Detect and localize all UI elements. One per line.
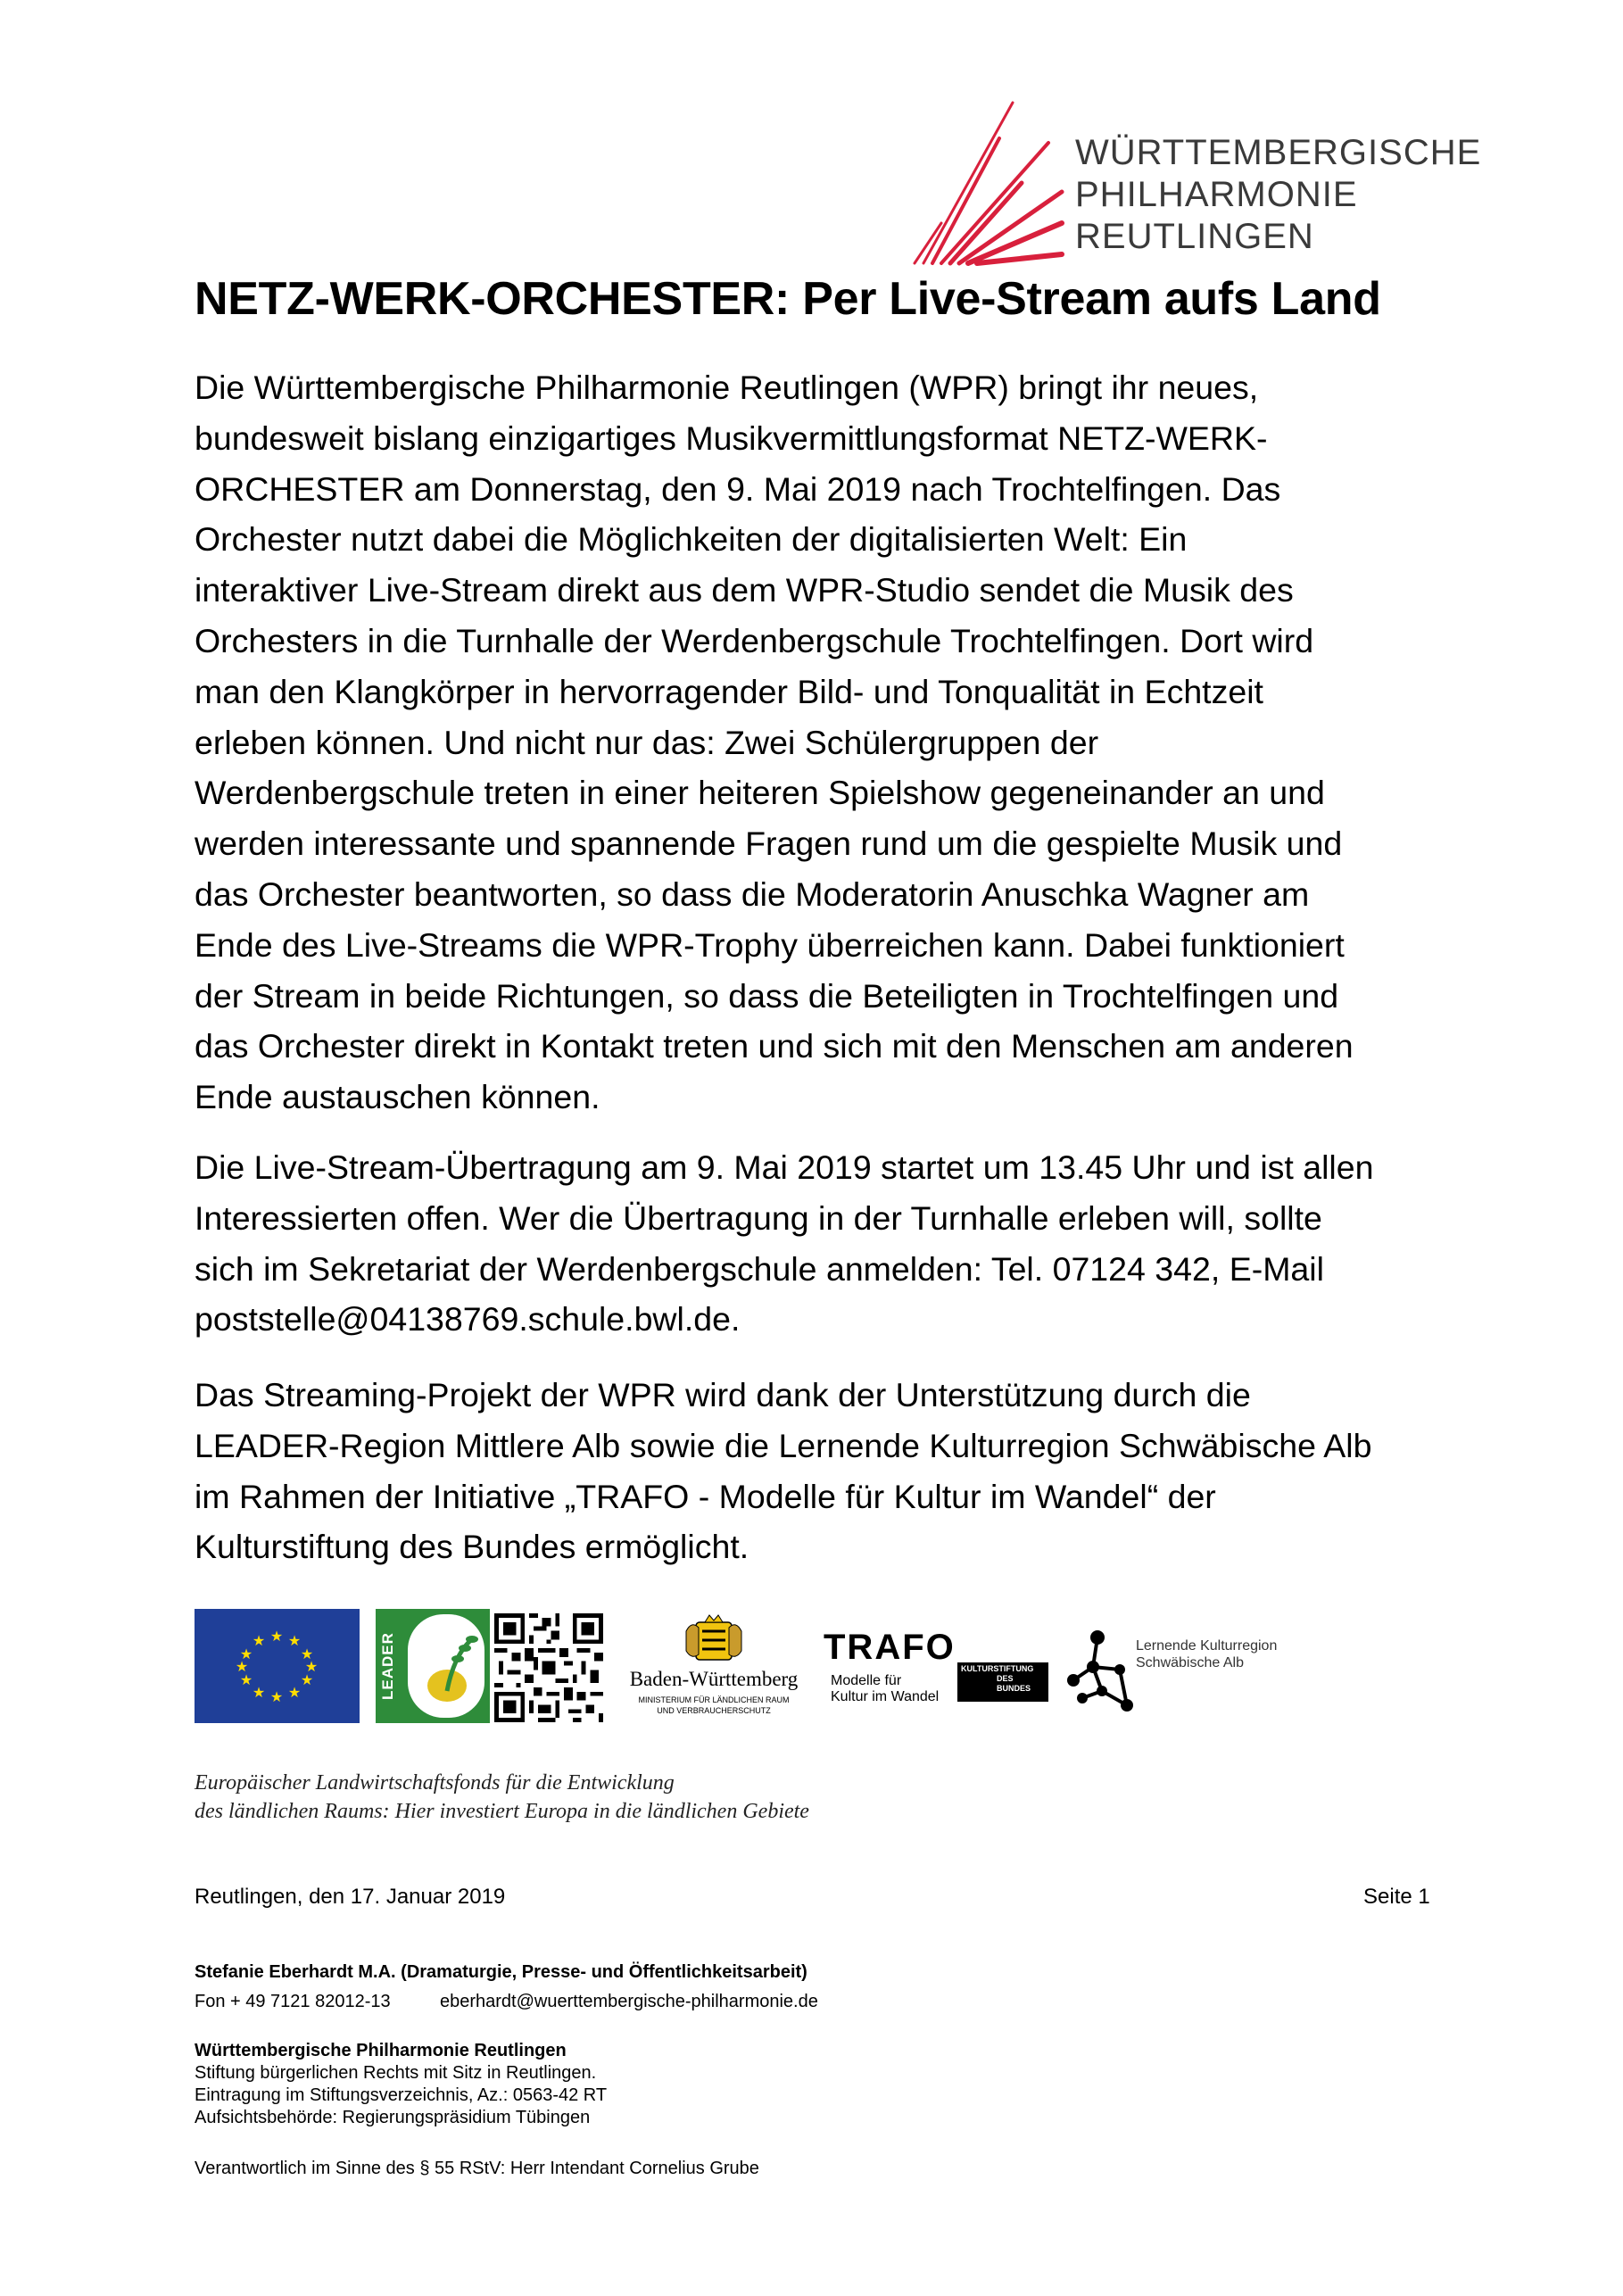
- logo-line-2: PHILHARMONIE: [1075, 175, 1358, 214]
- paragraph-line: Ende des Live-Streams die WPR-Trophy überreichen kann. Dabei funktioniert: [195, 925, 1345, 964]
- logo-line-1: WÜRTTEMBERGISCHE: [1075, 133, 1482, 172]
- kulturstiftung-logo: [957, 1662, 1048, 1702]
- paragraph-line: sich im Sekretariat der Werdenbergschule anmelden: Tel. 07124 342, E-Mail: [195, 1249, 1324, 1288]
- svg-text:★: ★: [239, 1671, 253, 1688]
- trafo-sub-1: Modelle für: [831, 1673, 902, 1688]
- svg-text:★: ★: [300, 1645, 314, 1662]
- paragraph-line: das Orchester beantworten, so dass die Moderatorin Anuschka Wagner am: [195, 874, 1310, 913]
- paragraph-line: Das Streaming-Projekt der WPR wird dank der Unterstützung durch die: [195, 1376, 1251, 1413]
- logo-line-3: REUTLINGEN: [1075, 217, 1314, 256]
- paragraph-line: Orchester nutzt dabei die Möglichkeiten der digitalisierten Welt: Ein: [195, 520, 1188, 559]
- bw-coat-of-arms-icon: [683, 1613, 745, 1663]
- svg-text:★: ★: [252, 1632, 266, 1649]
- paragraph-line: Die Live-Stream-Übertragung am 9. Mai 2019 startet um 13.45 Uhr und ist allen: [195, 1148, 1374, 1186]
- contact-name: Stefanie Eberhardt M.A. (Dramaturgie, Presse- und Öffentlichkeitsarbeit): [195, 1962, 807, 1982]
- paragraph-line: erleben können. Und nicht nur das: Zwei Schülergruppen der: [195, 723, 1099, 761]
- paragraph-line: ORCHESTER am Donnerstag, den 9. Mai 2019 nach Trochtelfingen. Das: [195, 469, 1281, 508]
- paragraph-line: Kulturstiftung des Bundes ermöglicht.: [195, 1528, 749, 1566]
- ksb-line-1: KULTURSTIFTUNG: [961, 1664, 1034, 1673]
- paragraph-line: im Rahmen der Initiative „TRAFO - Modelle für Kultur im Wandel“ der: [195, 1477, 1216, 1515]
- svg-text:★: ★: [269, 1628, 284, 1645]
- svg-text:★: ★: [300, 1671, 314, 1688]
- leader-logo: [376, 1609, 490, 1723]
- paragraph-line: Werdenbergschule treten in einer heiteren Spielshow gegeneinander an und: [195, 774, 1325, 812]
- bw-ministry-line-1: MINISTERIUM FÜR LÄNDLICHEN RAUM: [638, 1695, 790, 1704]
- wpr-rays-icon: [888, 89, 1066, 268]
- org-name: Württembergische Philharmonie Reutlingen: [195, 2041, 567, 2060]
- paragraph-line: interaktiver Live-Stream direkt aus dem WPR-Studio sendet die Musik des: [195, 571, 1294, 609]
- org-line-3: Aufsichtsbehörde: Regierungspräsidium Tübingen: [195, 2108, 591, 2127]
- trafo-sub-2: Kultur im Wandel: [831, 1689, 940, 1704]
- paragraph-1: [195, 362, 1462, 1123]
- svg-text:★: ★: [235, 1658, 249, 1675]
- paragraph-line: Interessierten offen. Wer die Übertragung in der Turnhalle erleben will, sollte: [195, 1198, 1322, 1237]
- ksb-line-2: DES: [997, 1674, 1014, 1683]
- svg-text:★: ★: [269, 1688, 284, 1705]
- lk-line-2: Schwäbische Alb: [1136, 1655, 1244, 1670]
- lernende-kulturregion-logo: [1066, 1627, 1298, 1716]
- contact-email: eberhardt@wuerttembergische-philharmonie.de: [440, 1992, 818, 2011]
- bw-ministry-line-2: UND VERBRAUCHERSCHUTZ: [657, 1706, 771, 1715]
- svg-text:★: ★: [252, 1684, 266, 1701]
- lk-line-1: Lernende Kulturregion: [1136, 1638, 1278, 1654]
- page-title: NETZ-WERK-ORCHESTER: Per Live-Stream aufs Land: [195, 273, 1381, 325]
- eafrd-caption-line-1: Europäischer Landwirtschaftsfonds für die Entwicklung: [195, 1771, 675, 1795]
- paragraph-line: der Stream in beide Richtungen, so dass die Beteiligten in Trochtelfingen und: [195, 976, 1339, 1015]
- paragraph-line: bundesweit bislang einzigartiges Musikvermittlungsformat NETZ-WERK-: [195, 419, 1268, 457]
- paragraph-line: Orchesters in die Turnhalle der Werdenbergschule Trochtelfingen. Dort wird: [195, 621, 1314, 659]
- paragraph-line: das Orchester direkt in Kontakt treten und sich mit den Menschen am anderen: [195, 1027, 1354, 1065]
- paragraph-line: werden interessante und spannende Fragen rund um die gespielte Musik und: [195, 825, 1343, 863]
- svg-text:★: ★: [287, 1684, 302, 1701]
- org-line-1: Stiftung bürgerlichen Rechts mit Sitz in Reutlingen.: [195, 2063, 597, 2083]
- baden-wuerttemberg-logo: [616, 1613, 812, 1722]
- svg-text:★: ★: [287, 1632, 302, 1649]
- paragraph-line: LEADER-Region Mittlere Alb sowie die Lernende Kulturregion Schwäbische Alb: [195, 1426, 1372, 1464]
- bw-name: Baden-Württemberg: [629, 1668, 799, 1690]
- paragraph-line: poststelle@04138769.schule.bwl.de.: [195, 1300, 741, 1339]
- page-number: Seite 1: [1363, 1885, 1430, 1909]
- document-date: Reutlingen, den 17. Januar 2019: [195, 1885, 506, 1909]
- paragraph-2: [195, 1142, 1462, 1345]
- paragraph-line: Die Württembergische Philharmonie Reutlingen (WPR) bringt ihr neues,: [195, 369, 1259, 406]
- eafrd-caption-line-2: des ländlichen Raums: Hier investiert Europa in die ländlichen Gebiete: [195, 1800, 809, 1823]
- leader-label: LEADER: [379, 1632, 396, 1700]
- svg-text:★: ★: [239, 1645, 253, 1662]
- trafo-logo: [824, 1629, 1056, 1718]
- svg-text:★: ★: [304, 1658, 319, 1675]
- paragraph-line: man den Klangkörper in hervorragender Bild- und Tonqualität in Echtzeit: [195, 672, 1263, 710]
- responsible-note: Verantwortlich im Sinne des § 55 RStV: Herr Intendant Cornelius Grube: [195, 2159, 759, 2178]
- paragraph-3: [195, 1370, 1462, 1572]
- wpr-logo: [888, 89, 1482, 268]
- org-line-2: Eintragung im Stiftungsverzeichnis, Az.: 0563-42 RT: [195, 2085, 608, 2105]
- eu-flag-logo: [195, 1609, 360, 1723]
- network-nodes-icon: [1066, 1627, 1138, 1716]
- qr-code: [494, 1613, 603, 1722]
- leader-emblem-icon: [401, 1609, 490, 1723]
- ksb-line-3: BUNDES: [997, 1684, 1031, 1693]
- trafo-word: TRAFO: [824, 1628, 956, 1667]
- contact-phone: Fon + 49 7121 82012-13: [195, 1992, 391, 2011]
- paragraph-line: Ende austauschen können.: [195, 1078, 600, 1116]
- eu-stars-icon: [195, 1609, 360, 1723]
